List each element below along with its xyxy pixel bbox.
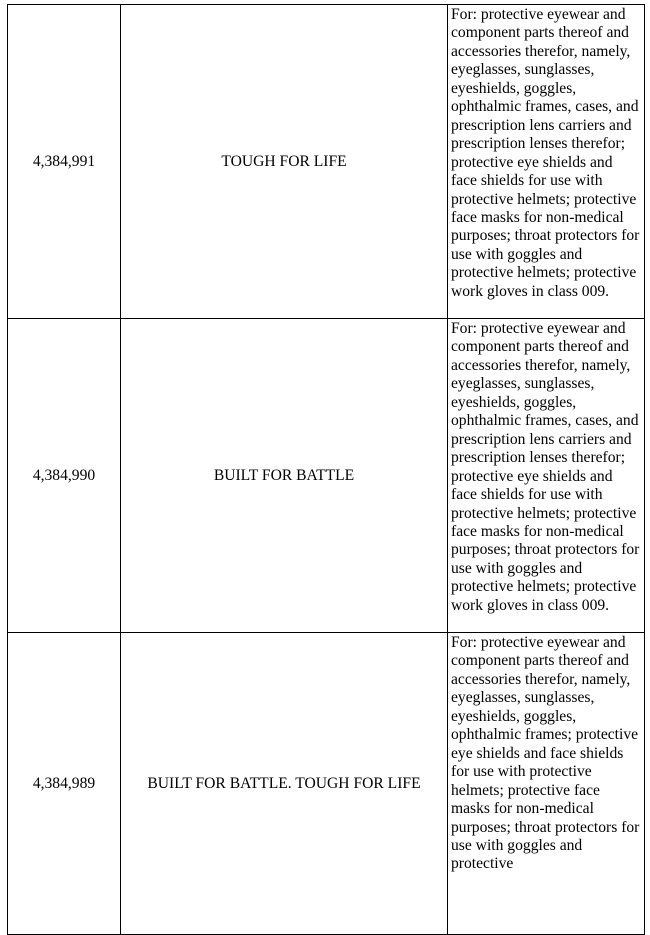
goods-description: For: protective eyewear and component parts thereof and accessories therefor, namely, eyeglasses, sunglasses, eyeshields, goggles, ophthalmic frames, cases, and prescription lens carriers and prescription lenses therefor; protective eye shields and face shields for use with protective helmets; protective face masks for non-medical purposes; throat protectors for use with goggles and protective helmets; protective work gloves in class 009. [451, 320, 640, 614]
goods-description: For: protective eyewear and component parts thereof and accessories therefor, namely, eyeglasses, sunglasses, eyeshields, goggles, ophthalmic frames; protective eye shields and face shields for use with protective helmets; protective face masks for non-medical purposes; throat protectors for use with goggles and protective [451, 634, 640, 873]
table-row [8, 633, 645, 935]
table-row [8, 5, 645, 319]
goods-description-cell [448, 633, 645, 935]
registration-number: 4,384,990 [8, 319, 121, 633]
registration-number: 4,384,991 [8, 5, 121, 319]
trademark-text: TOUGH FOR LIFE [121, 5, 448, 319]
goods-description-cell [448, 319, 645, 633]
table-row [8, 319, 645, 633]
trademark-text: BUILT FOR BATTLE. TOUGH FOR LIFE [121, 633, 448, 935]
registrations-table [7, 4, 645, 935]
registration-number: 4,384,989 [8, 633, 121, 935]
goods-description-cell [448, 5, 645, 319]
trademark-text: BUILT FOR BATTLE [121, 319, 448, 633]
goods-description: For: protective eyewear and component parts thereof and accessories therefor, namely, eyeglasses, sunglasses, eyeshields, goggles, ophthalmic frames, cases, and prescription lens carriers and prescription lenses therefor; protective eye shields and face shields for use with protective helmets; protective face masks for non-medical purposes; throat protectors for use with goggles and protective helmets; protective work gloves in class 009. [451, 6, 640, 300]
